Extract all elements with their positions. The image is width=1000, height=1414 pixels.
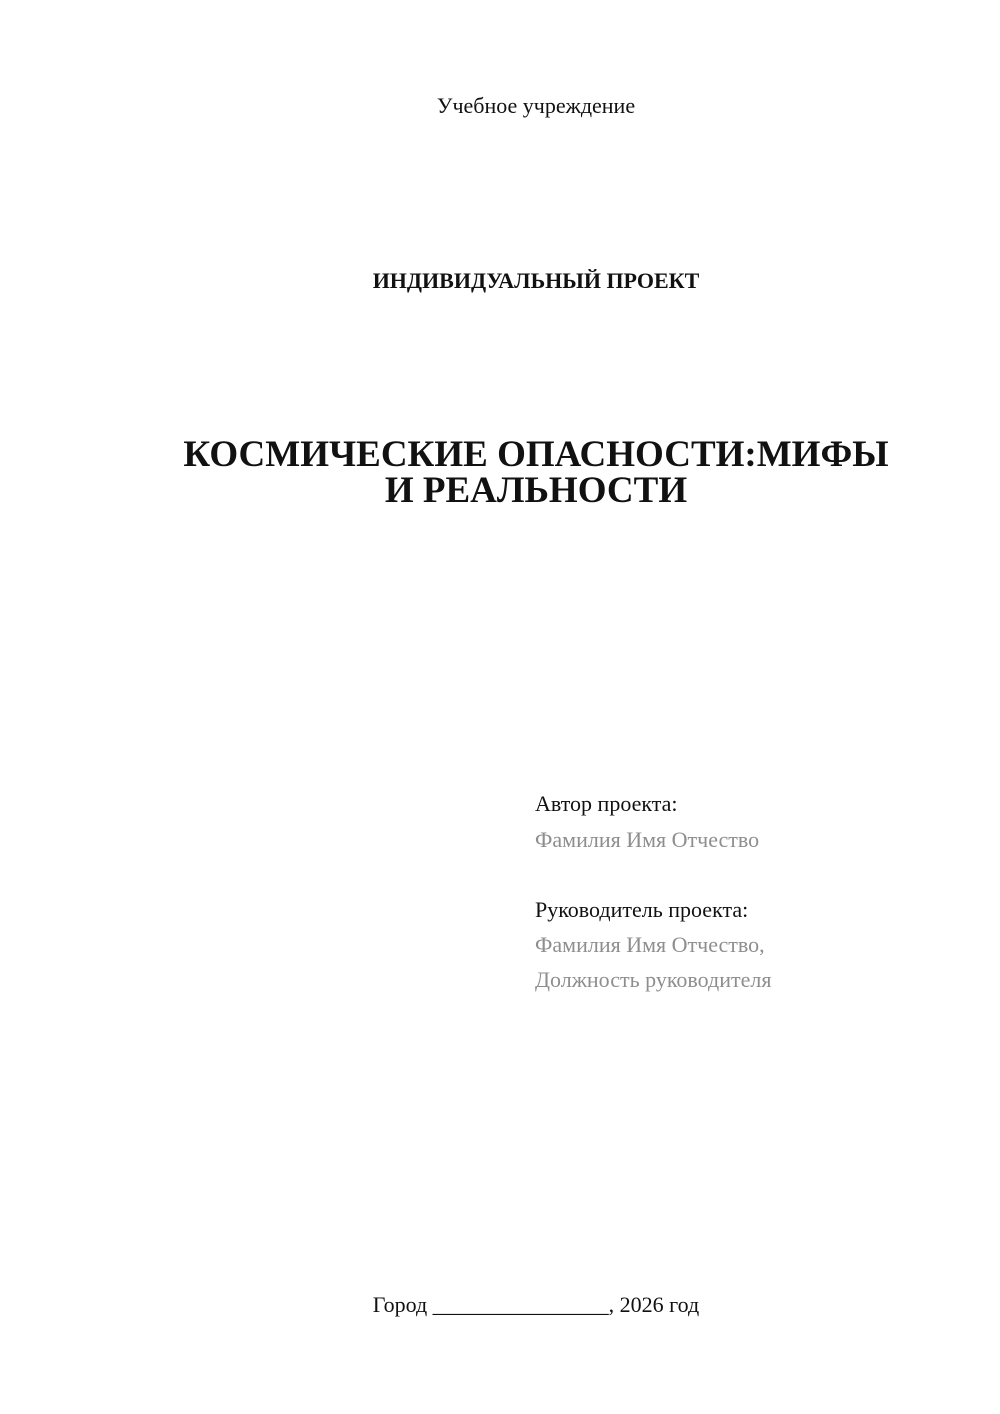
institution-name: Учебное учреждение	[436, 93, 636, 118]
supervisor-position: Должность руководителя	[535, 967, 772, 992]
project-title	[0, 434, 1000, 511]
supervisor-name: Фамилия Имя Отчество,	[535, 932, 765, 957]
city-year-line: Город ________________, 2026 год	[372, 1292, 700, 1317]
author-label: Автор проекта:	[535, 791, 678, 816]
project-title-line-1: КОСМИЧЕСКИЕ ОПАСНОСТИ:МИФЫ	[183, 434, 889, 475]
author-name: Фамилия Имя Отчество	[535, 827, 760, 852]
project-title-line-2: И РЕАЛЬНОСТИ	[384, 470, 688, 511]
project-type-heading: ИНДИВИДУАЛЬНЫЙ ПРОЕКТ	[372, 268, 700, 293]
supervisor-label: Руководитель проекта:	[535, 897, 749, 922]
